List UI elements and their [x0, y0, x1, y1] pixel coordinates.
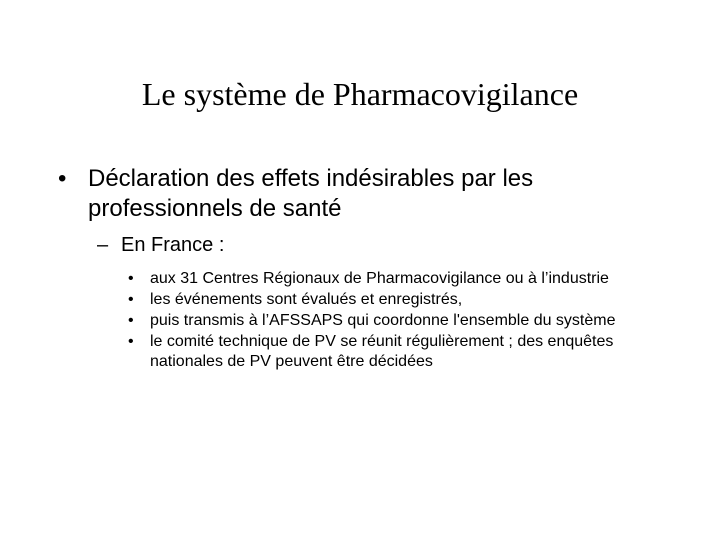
list-item-text: aux 31 Centres Régionaux de Pharmacovigilance ou à l’industrie	[150, 270, 609, 287]
list-item	[128, 269, 668, 289]
list-item	[128, 332, 668, 372]
bullet-level-2	[97, 232, 657, 258]
bullet-text: Déclaration des effets indésirables par les professionnels de santé	[88, 165, 534, 222]
list-item	[128, 311, 668, 331]
bullet-level-1	[58, 164, 678, 224]
bullet-marker: •	[128, 270, 134, 287]
list-item	[128, 290, 668, 310]
bullet-marker: •	[128, 312, 134, 329]
dash-marker: –	[97, 234, 109, 256]
slide-title: Le système de Pharmacovigilance	[141, 76, 579, 112]
list-item-text: le comité technique de PV se réunit régulièrement ; des enquêtes nationales de PV peuvent être décidées	[150, 333, 614, 370]
list-item-text: puis transmis à l’AFSSAPS qui coordonne l'ensemble du système	[150, 312, 616, 329]
bullet-marker: •	[128, 333, 134, 350]
bullet-marker: •	[128, 291, 134, 308]
list-item-text: les événements sont évalués et enregistrés,	[150, 291, 463, 308]
sub-bullet-text: En France :	[121, 234, 225, 256]
bullet-marker: •	[58, 165, 67, 192]
bullet-level-3-list	[128, 269, 668, 373]
